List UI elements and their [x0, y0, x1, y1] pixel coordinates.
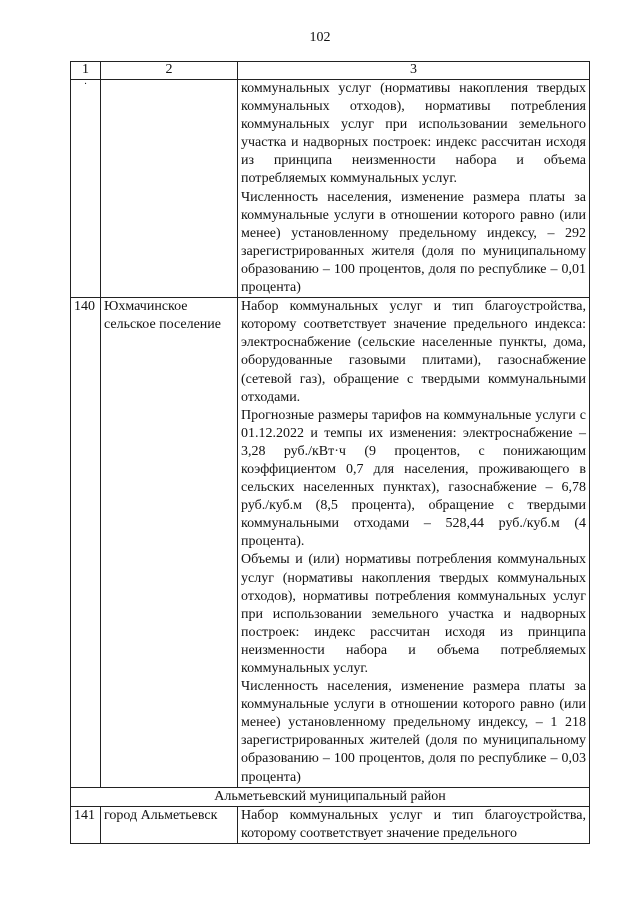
description-paragraph: Набор коммунальных услуг и тип благоустройства, которому соответствует значение предельного индекса: электроснабжение (сельские населенные пункты, дома, оборудованные газовыми плитами), газоснабжение (сетевой газ), обращение с твердыми коммунальными отходами.: [241, 299, 586, 405]
description-paragraph: Прогнозные размеры тарифов на коммунальные услуги с 01.12.2022 и темпы их изменения: электроснабжение – 3,28 руб./кВт·ч (9 процентов, с понижающим коэффициентом 0,7 для населения, проживающего в сельских населенных пунктах), газоснабжение – 6,78 руб./куб.м (8,5 процента), обращение с твердыми коммунальными отходами – 528,44 руб./куб.м (4 процента).: [241, 407, 586, 550]
tariff-index-table: [70, 61, 590, 844]
description-cell: [238, 80, 590, 298]
district-heading: Альметьевский муниципальный район: [71, 787, 590, 806]
table-row-140: [71, 298, 590, 788]
column-header-row: [71, 62, 590, 80]
column-header-1: 1: [71, 62, 101, 80]
table-row-continued: [71, 80, 590, 298]
description-paragraph: Набор коммунальных услуг и тип благоустройства, которому соответствует значение предельного: [241, 807, 586, 841]
description-cell: [238, 806, 590, 843]
row-number-cell: 141: [71, 806, 101, 843]
column-header-3: 3: [238, 62, 590, 80]
page-number: 102: [309, 30, 331, 45]
municipality-name-cell: [101, 80, 238, 298]
scan-mark: ·: [83, 79, 88, 90]
description-paragraph: Численность населения, изменение размера платы за коммунальные услуги в отношении которого равно (или менее) установленному предельному индексу, – 292 зарегистрированных жителя (доля по муниципальному образованию – 100 процентов, доля по республике – 0,01 процента): [241, 189, 586, 296]
description-cell: [238, 298, 590, 788]
description-paragraph: Объемы и (или) нормативы потребления коммунальных услуг (нормативы накопления твердых коммунальных отходов), нормативы потребления коммунальных услуг при использовании земельного участка и надворных построек: индекс рассчитан исходя из принципа неизменности набора и объема потребляемых коммунальных услуг.: [241, 552, 586, 676]
row-number-cell: [71, 80, 101, 298]
row-number-cell: 140: [71, 298, 101, 788]
municipality-name-cell: Юхмачинское сельское поселение: [101, 298, 238, 788]
table-row-141: [71, 806, 590, 843]
municipality-name-cell: город Альметьевск: [101, 806, 238, 843]
description-paragraph: Численность населения, изменение размера платы за коммунальные услуги в отношении которого равно (или менее) установленному предельному индексу, – 1 218 зарегистрированных жителей (доля по муниципальному образованию – 100 процентов, доля по республике – 0,03 процента): [241, 679, 586, 785]
section-heading-row: [71, 787, 590, 806]
column-header-2: 2: [101, 62, 238, 80]
description-paragraph: коммунальных услуг (нормативы накопления твердых коммунальных отходов), нормативы потребления коммунальных услуг при использовании земельного участка и надворных построек: индекс рассчитан исходя из принципа неизменности набора и объема потребляемых коммунальных услуг.: [241, 81, 586, 187]
